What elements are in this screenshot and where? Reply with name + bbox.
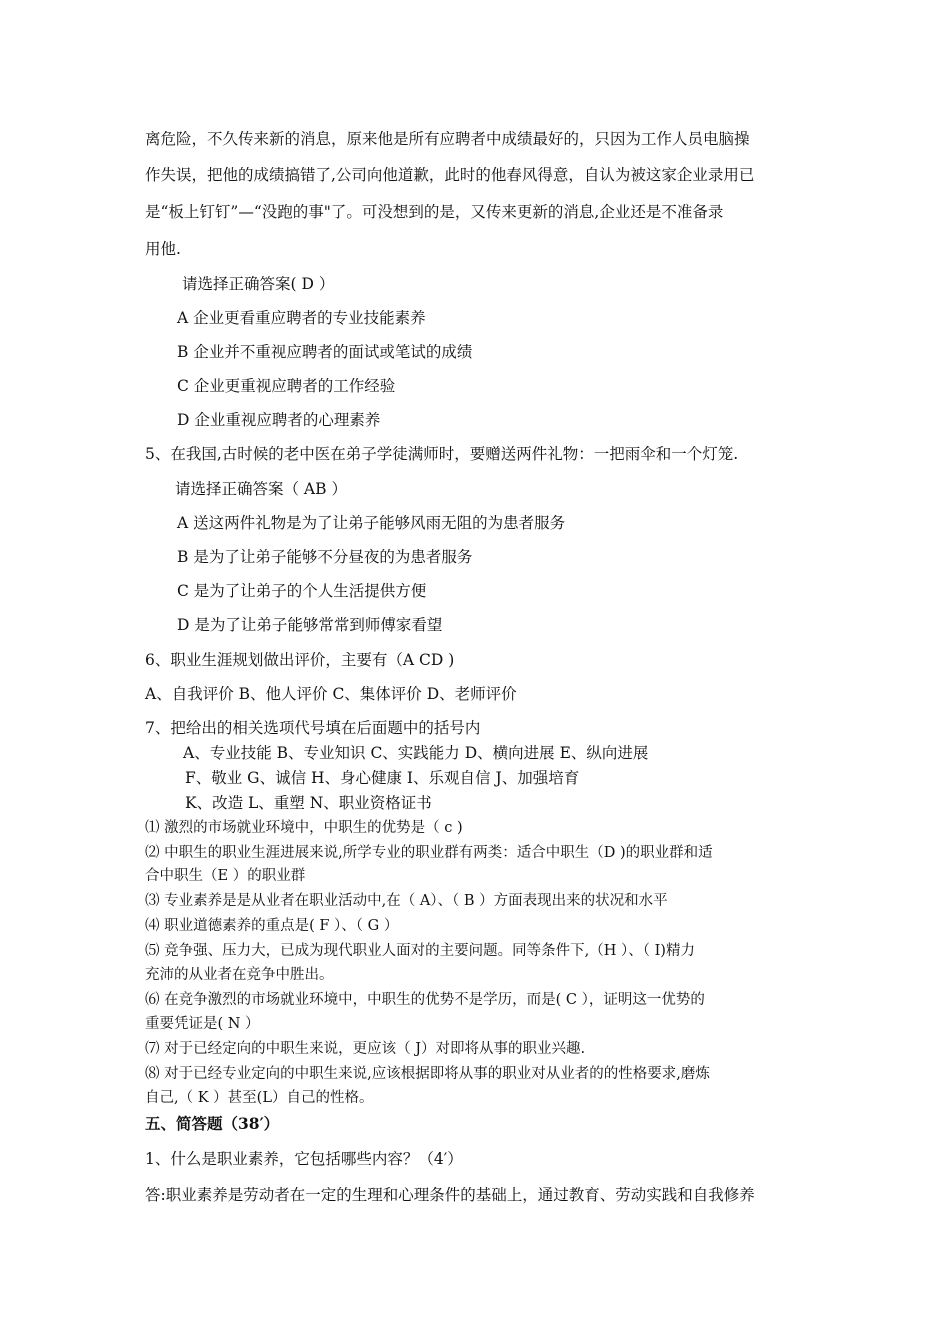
q4-option-d: D 企业重视应聘者的心理素养 [177, 411, 381, 429]
q4-option-b: B 企业并不重视应聘者的面试或笔试的成绩 [177, 343, 473, 361]
q7-item-8: ⑻ 对于已经专业定向的中职生来说,应该根据即将从事的职业对从业者的的性格要求,磨炼 [145, 1066, 710, 1082]
section-heading: 五、简答题（38′） [145, 1114, 280, 1133]
intro-line: 离危险，不久传来新的消息，原来他是所有应聘者中成绩最好的，只因为工作人员电脑操 [145, 130, 750, 148]
q7-item-4: ⑷ 职业道德素养的重点是( F ）、（ G ） [145, 918, 399, 934]
q7-item-5: ⑸ 竞争强、压力大，已成为现代职业人面对的主要问题。同等条件下,（H ）、（ I)精力 [145, 943, 695, 959]
q7-option-row: K、改造 L、重塑 N、职业资格证书 [185, 794, 432, 812]
q5-option-a: A 送这两件礼物是为了让弟子能够风雨无阻的为患者服务 [177, 514, 566, 532]
section5-question-1: 1、什么是职业素养，它包括哪些内容？（4′） [145, 1150, 463, 1168]
q7-option-row: F、敬业 G、诚信 H、身心健康 I、乐观自信 J、加强培育 [185, 769, 580, 787]
q5-stem: 5、在我国,古时候的老中医在弟子学徒满师时，要赠送两件礼物：一把雨伞和一个灯笼. [145, 445, 739, 463]
q5-prompt: 请选择正确答案（ AB ） [175, 480, 347, 498]
q5-option-d: D 是为了让弟子能够常常到师傅家看望 [177, 616, 443, 634]
q7-item-3: ⑶ 专业素养是是从业者在职业活动中,在（ A）、（ B ）方面表现出来的状况和水平 [145, 893, 668, 909]
q7-item-8-cont: 自己,（ K ）甚至(L）自己的性格。 [145, 1090, 374, 1106]
q4-option-c: C 企业更重视应聘者的工作经验 [177, 377, 396, 395]
q7-item-2: ⑵ 中职生的职业生涯进展来说,所学专业的职业群有两类：适合中职生（D )的职业群和适 [145, 845, 713, 861]
q7-item-7: ⑺ 对于已经定向的中职生来说，更应该（ J）对即将从事的职业兴趣. [145, 1041, 586, 1057]
section5-answer: 答:职业素养是劳动者在一定的生理和心理条件的基础上，通过教育、劳动实践和自我修养 [145, 1186, 755, 1204]
intro-line: 作失误，把他的成绩搞错了,公司向他道歉，此时的他春风得意，自认为被这家企业录用已 [145, 166, 755, 184]
q7-option-row: A、专业技能 B、专业知识 C、实践能力 D、横向进展 E、纵向进展 [183, 744, 649, 762]
q7-item-2-cont: 合中职生（E ）的职业群 [145, 868, 306, 884]
q7-item-5-cont: 充沛的从业者在竞争中胜出。 [145, 967, 334, 983]
q4-prompt: 请选择正确答案( D ） [182, 275, 335, 293]
q7-item-6-cont: 重要凭证是( N ） [145, 1016, 260, 1032]
q7-item-6: ⑹ 在竞争激烈的市场就业环境中，中职生的优势不是学历，而是( C ），证明这一优势的 [145, 992, 705, 1008]
q6-options: A、自我评价 B、他人评价 C、集体评价 D、老师评价 [145, 685, 517, 703]
intro-line: 是“板上钉钉”—“没跑的事"了。可没想到的是，又传来更新的消息,企业还是不准备录 [145, 203, 724, 221]
q4-option-a: A 企业更看重应聘者的专业技能素养 [177, 309, 426, 327]
q6-stem: 6、职业生涯规划做出评价，主要有（A CD ) [145, 651, 455, 669]
intro-line: 用他. [145, 240, 181, 258]
q7-stem: 7、把给出的相关选项代号填在后面题中的括号内 [145, 719, 481, 737]
q5-option-c: C 是为了让弟子的个人生活提供方便 [177, 582, 427, 600]
q7-item-1: ⑴ 激烈的市场就业环境中，中职生的优势是（ c ) [145, 820, 463, 836]
q5-option-b: B 是为了让弟子能够不分昼夜的为患者服务 [177, 548, 473, 566]
